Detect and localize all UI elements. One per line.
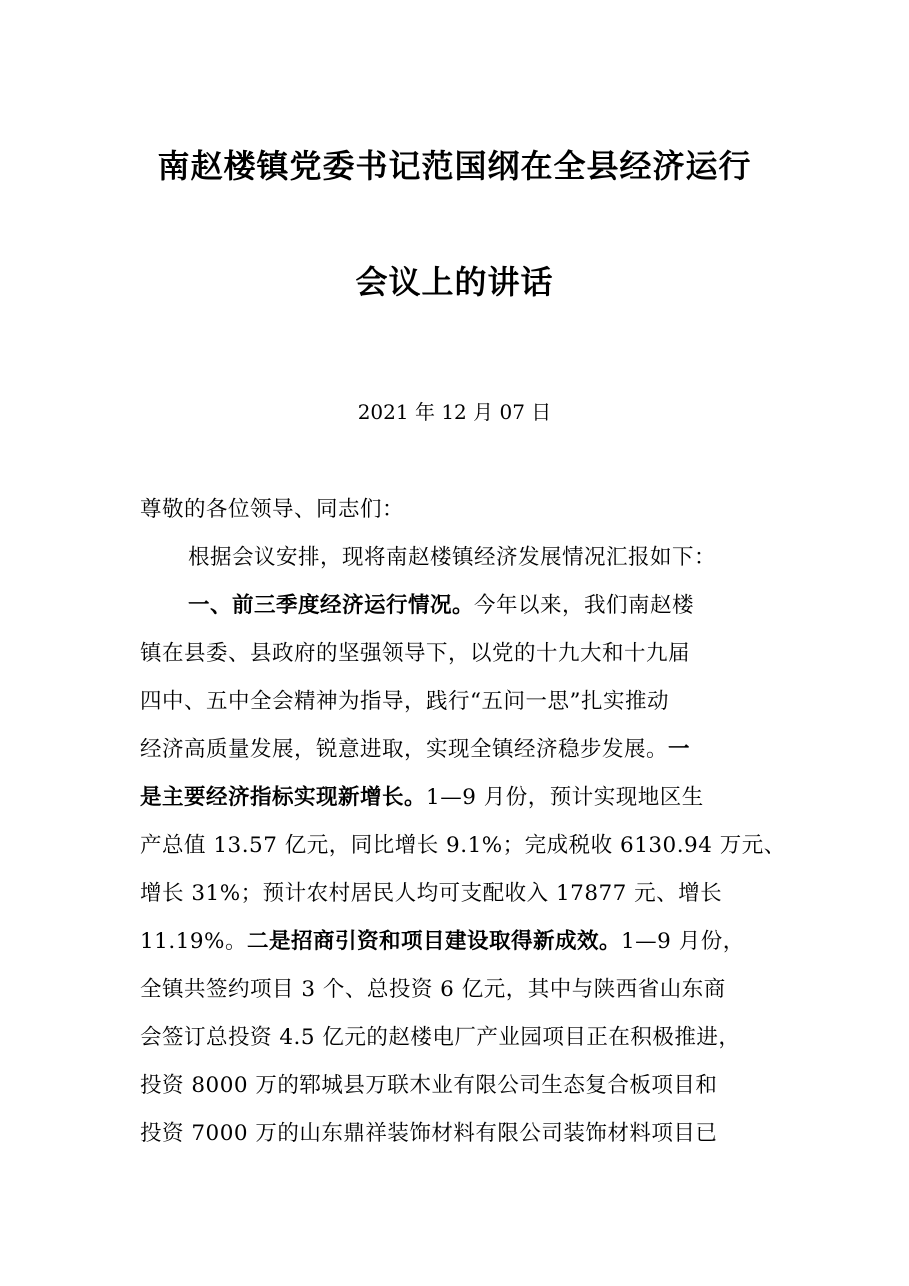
body-text: 11.19%。 (140, 929, 247, 954)
body-text: 增长 31%；预计农村居民人均可支配收入 17877 元、增长 (140, 881, 723, 906)
document-title-line-2: 会议上的讲话 (355, 263, 554, 301)
body-line (140, 1023, 740, 1053)
body-line (140, 735, 690, 765)
body-line (140, 831, 786, 861)
body-line (188, 591, 694, 621)
body-text: 镇在县委、县政府的坚强领导下，以党的十九大和十九届 (140, 641, 691, 666)
document-title-line-1: 南赵楼镇党委书记范国纲在全县经济运行 (157, 147, 752, 185)
body-line (140, 879, 722, 909)
body-line (140, 975, 726, 1005)
body-text: 产总值 13.57 亿元，同比增长 9.1%；完成税收 6130.94 万元、 (140, 833, 786, 858)
body-line (140, 639, 690, 669)
section-heading: 一、前三季度经济运行情况。 (188, 593, 475, 618)
intro-paragraph: 根据会议安排，现将南赵楼镇经济发展情况汇报如下： (188, 545, 717, 570)
body-line (140, 1071, 717, 1101)
body-text: 投资 7000 万的山东鼎祥装饰材料有限公司装饰材料项目已 (140, 1121, 718, 1146)
body-text: 今年以来，我们南赵楼 (474, 593, 695, 618)
bold-lead: 一 (668, 737, 691, 762)
bold-lead: 二是招商引资和项目建设取得新成效。 (246, 929, 621, 954)
body-text: 四中、五中全会精神为指导，践行“五问一思”扎实推动 (140, 689, 669, 714)
body-text: 会签订总投资 4.5 亿元的赵楼电厂产业园项目正在积极推进， (140, 1025, 741, 1050)
body-line (140, 783, 704, 813)
body-text: 投资 8000 万的郓城县万联木业有限公司生态复合板项目和 (140, 1073, 718, 1098)
document-date: 2021 年 12 月 07 日 (357, 400, 552, 424)
body-text: 1—9 月份， (621, 929, 745, 954)
body-text: 经济高质量发展，锐意进取，实现全镇经济稳步发展。 (140, 737, 669, 762)
body-text: 全镇共签约项目 3 个、总投资 6 亿元，其中与陕西省山东商 (140, 977, 726, 1002)
body-line (140, 687, 669, 717)
salutation: 尊敬的各位领导、同志们： (140, 497, 405, 522)
bold-lead: 是主要经济指标实现新增长。 (140, 785, 427, 810)
body-line (140, 927, 745, 957)
body-line (140, 1119, 717, 1149)
body-text: 1—9 月份，预计实现地区生 (426, 785, 704, 810)
